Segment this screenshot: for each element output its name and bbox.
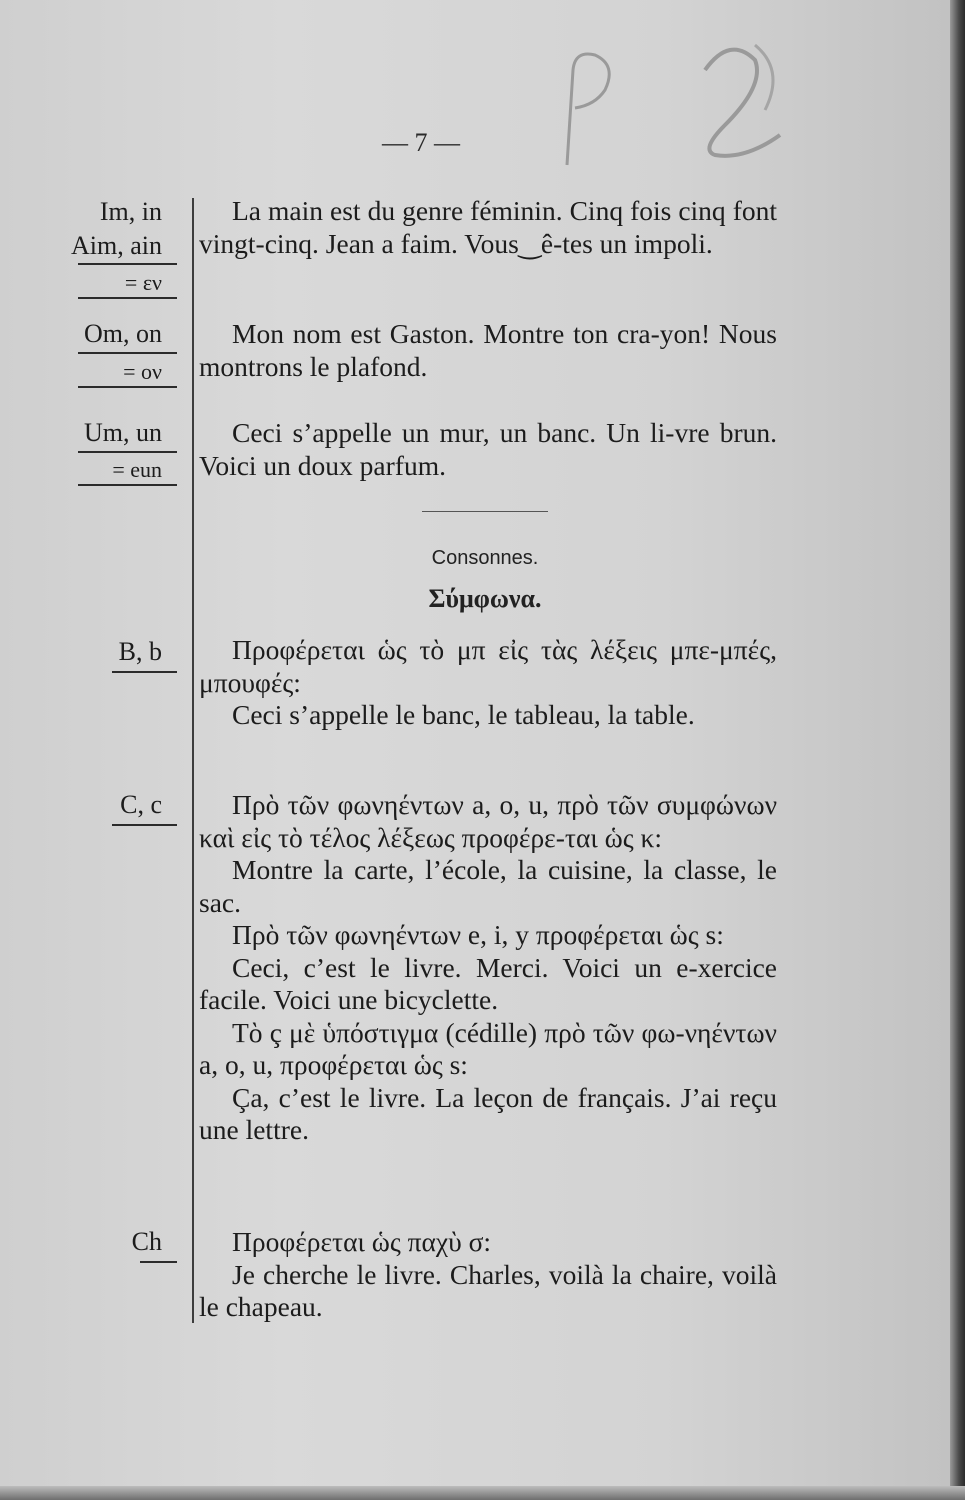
- paragraph-french: Je cherche le livre. Charles, voilà la chaire, voilà le chapeau.: [199, 1258, 777, 1322]
- paragraph-greek: Προφέρεται ὡς τὸ μπ εἰς τὰς λέξεις μπε-μπές, μπουφές:: [199, 634, 777, 698]
- section-um-un-text: [199, 417, 777, 482]
- page-number: — 7 —: [382, 128, 460, 157]
- label-en: [125, 266, 162, 299]
- paragraph-greek: Προφέρεται ὡς παχὺ σ:: [232, 1226, 492, 1257]
- heading-consonnes: Consonnes.: [431, 547, 539, 569]
- label-c: C, c: [120, 790, 162, 819]
- label-ch: Ch: [131, 1227, 162, 1256]
- label-eun-text: = eun: [112, 457, 162, 482]
- label-aim-ain-text: Aim, ain: [71, 231, 162, 260]
- page-bottom-edge: [0, 1486, 965, 1500]
- section-om-on-text: [199, 318, 777, 383]
- section-divider: [422, 511, 548, 512]
- paragraph-french: Ceci, c’est le livre. Merci. Voici un e-xercice facile. Voici une bicyclette.: [199, 951, 777, 1015]
- section-c-text: [199, 789, 777, 1147]
- label-b: B, b: [118, 637, 162, 666]
- section-ch-text: [199, 1226, 777, 1324]
- paragraph-french: Ça, c’est le livre. La leçon de français. J’ai reçu une lettre.: [199, 1081, 777, 1145]
- label-aim-ain: [71, 230, 162, 262]
- label-on-text: = ον: [123, 359, 162, 384]
- label-underline: [78, 263, 177, 265]
- label-underline: [78, 297, 177, 299]
- label-um-un: Um, un: [84, 418, 162, 447]
- label-underline: [78, 484, 177, 486]
- label-im-in: Im, in: [99, 197, 162, 226]
- label-underline: [78, 352, 177, 354]
- heading-symfona: Σύμφωνα.: [428, 584, 542, 613]
- section-im-in-text: [199, 195, 777, 260]
- label-on: [123, 355, 162, 388]
- margin-divider: [192, 198, 194, 1323]
- label-eun: [112, 453, 162, 486]
- paragraph: La main est du genre féminin. Cinq fois cinq font vingt-cinq. Jean a faim. Vous‿ê-tes un impoli.: [199, 195, 777, 259]
- paragraph-french: Ceci s’appelle le banc, le tableau, la table.: [232, 699, 695, 730]
- paragraph-french: Montre la carte, l’école, la cuisine, la classe, le sac.: [199, 854, 777, 918]
- label-underline: [112, 824, 177, 826]
- page-edge-shadow: [950, 0, 965, 1500]
- section-b-text: [199, 634, 777, 732]
- paragraph: Ceci s’appelle un mur, un banc. Un li-vre brun. Voici un doux parfum.: [199, 417, 777, 481]
- label-om-on: Om, on: [84, 319, 162, 348]
- label-underline: [112, 671, 177, 673]
- paragraph: Mon nom est Gaston. Montre ton cra-yon! Nous montrons le plafond.: [199, 318, 777, 382]
- handwritten-note: [555, 30, 795, 170]
- label-underline: [140, 1261, 177, 1263]
- paragraph-greek: Πρὸ τῶν φωνηέντων a, o, u, πρὸ τῶν συμφώνων καὶ εἰς τὸ τέλος λέξεως προφέρε-ται ὡς κ:: [199, 789, 777, 853]
- label-underline: [78, 386, 177, 388]
- label-en-text: = εν: [124, 270, 162, 295]
- paragraph-greek: Πρὸ τῶν φωνηέντων e, i, y προφέρεται ὡς s:: [232, 919, 724, 950]
- paragraph-greek: Τὸ ç μὲ ὑπόστιγμα (cédille) πρὸ τῶν φω-νηέντων a, o, u, προφέρεται ὡς s:: [199, 1016, 777, 1080]
